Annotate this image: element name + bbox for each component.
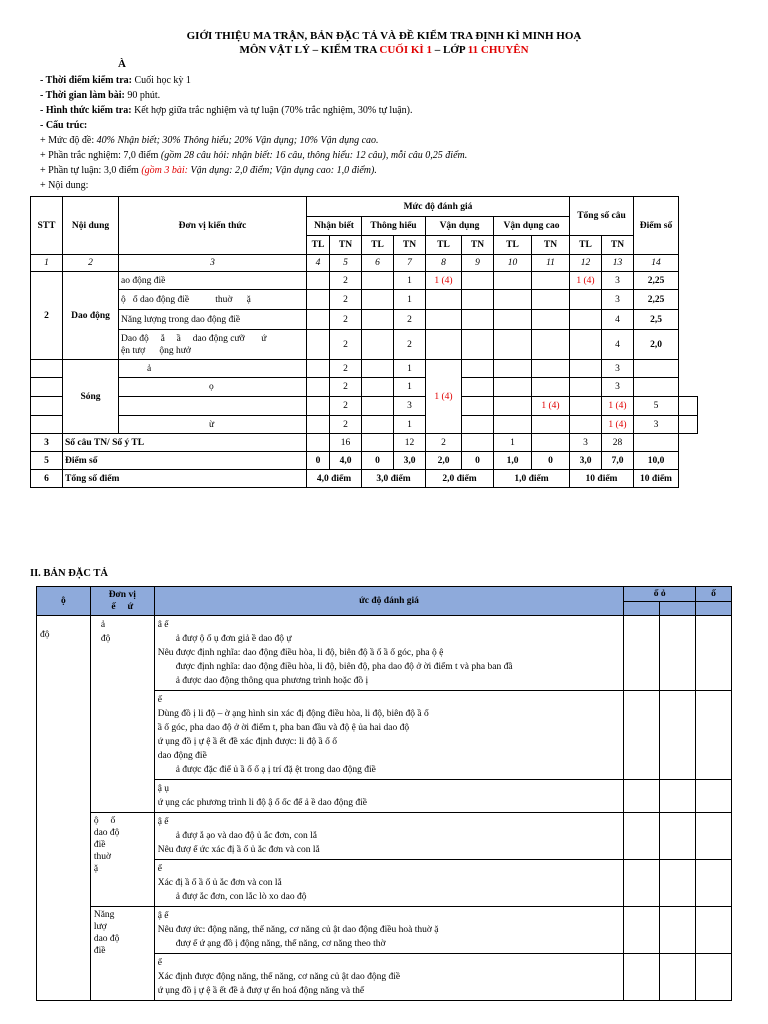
- spec-block: [154, 860, 624, 907]
- title-prefix: MÔN VẬT LÝ – KIỂM TRA: [239, 44, 380, 56]
- cell: 7,0: [602, 452, 634, 470]
- spec-line: ầ ố góc, pha dao độ ở ời điểm t, pha ban đầu và độ ệ ủa hai dao độ: [157, 723, 410, 733]
- title-grade: 11 CHUYÊN: [467, 44, 529, 56]
- cell: 1,0: [494, 452, 532, 470]
- table-row: [31, 378, 698, 397]
- header-tl: TL: [362, 236, 394, 255]
- cell: 28: [602, 434, 634, 452]
- spec-block: [154, 954, 624, 1001]
- cell: 2: [330, 290, 362, 310]
- count-row: [31, 434, 698, 452]
- spec-line: dao động điề: [157, 751, 207, 761]
- header-stt: STT: [31, 197, 63, 255]
- cell: 2: [394, 310, 426, 330]
- header-tn: TN: [602, 236, 634, 255]
- essay-prefix: + Phần tự luận: 3,0 điểm: [40, 165, 142, 176]
- spec-line: Nêu đượ ể ức xác đị ầ ố ủ ắc đơn và con lắ: [157, 845, 320, 855]
- spec-line: ả đượ ộ ố ụ đơn giả ề dao độ ự: [175, 634, 292, 644]
- cell: 0: [362, 452, 394, 470]
- spec-line: ả được đặc điể ủ ầ ố ố ạ ị trí đặ ệt trong dao động điề: [175, 765, 376, 775]
- exam-matrix-table: [30, 196, 698, 488]
- cell: 3: [394, 397, 426, 416]
- col-num: 5: [330, 255, 362, 272]
- doc-title-line2: [0, 44, 768, 56]
- cell: 10,0: [634, 452, 679, 470]
- col-num: 3: [119, 255, 307, 272]
- unit-name: ả: [119, 360, 307, 378]
- table-row: [31, 416, 698, 434]
- exam-info: [40, 73, 467, 193]
- spec-unit-name: ộ ố dao độ điề thuờ ặ: [90, 813, 154, 907]
- doc-title-line1: GIỚI THIỆU MA TRẬN, BẢN ĐẶC TẢ VÀ ĐỀ KIỂM TRA ĐỊNH KÌ MINH HOẠ: [186, 30, 582, 42]
- mc-value: (gồm 28 câu hỏi: nhận biết: 16 câu, thông hiểu: 12 câu), mỗi câu 0,25 điểm.: [160, 150, 468, 161]
- total-label: Tổng số điểm: [63, 470, 307, 488]
- cell: 2: [330, 360, 362, 378]
- section-letter: À: [118, 58, 126, 70]
- header-tl: TL: [307, 236, 330, 255]
- spec-line: ứ ụng đồ ị ự ệ ầ ết đề ả đượ ự ển hoá động năng và thế: [157, 986, 365, 996]
- cell: 3,0: [394, 452, 426, 470]
- header-level: Mức độ đánh giá: [307, 197, 570, 217]
- unit-name: Năng lượng trong dao động điề: [119, 310, 307, 330]
- table-row: [31, 330, 698, 360]
- header-tl: TL: [494, 236, 532, 255]
- header-content: Nội dung: [63, 197, 119, 255]
- cell: 0: [532, 452, 570, 470]
- cell: 2,0 điểm: [426, 470, 494, 488]
- spec-line: được định nghĩa: dao động điều hòa, li độ, biên độ, pha dao độ ở ời điểm t và pha ban đầ: [175, 662, 513, 672]
- header-recognition: Nhận biết: [307, 217, 362, 236]
- spec-header-requirement: ức độ đánh giá: [154, 587, 624, 616]
- structure-label: - Cấu trúc:: [40, 120, 88, 131]
- cell: 1 (4): [570, 272, 602, 290]
- content-label: + Nội dung:: [40, 180, 89, 191]
- table-row: [31, 290, 698, 310]
- spec-block: [154, 813, 624, 860]
- unit-name: ọ: [119, 378, 307, 397]
- spec-line: ứ ụng đồ ị ự ệ ầ ết đề xác định được: li độ ầ ố ố: [157, 737, 338, 747]
- spec-header-content: ộ: [37, 587, 91, 616]
- total-stt: 6: [31, 470, 63, 488]
- cell: 1,0 điểm: [494, 470, 570, 488]
- spec-line: Xác định được động năng, thế năng, cơ năng củ ật dao động điề: [157, 972, 401, 982]
- spec-content-name: độ: [37, 616, 91, 1001]
- spec-unit-name: Năng lượ dao độ điề: [90, 907, 154, 1001]
- cell: 2,0: [634, 330, 679, 360]
- table-row: [31, 397, 698, 416]
- col-num: 6: [362, 255, 394, 272]
- spec-row: [37, 813, 732, 860]
- header-understanding: Thông hiểu: [362, 217, 426, 236]
- col-num: 2: [63, 255, 119, 272]
- spec-level: ậ ế: [157, 817, 169, 827]
- time-label: - Thời điểm kiểm tra:: [40, 75, 133, 86]
- cell: 3,0 điểm: [362, 470, 426, 488]
- cell: 3: [634, 416, 679, 434]
- unit-name: ừ: [119, 416, 307, 434]
- header-tl: TL: [570, 236, 602, 255]
- specification-table: [36, 586, 732, 1001]
- cell: 1: [394, 360, 426, 378]
- spec-block: [154, 691, 624, 780]
- table-row: [31, 360, 698, 378]
- spec-line: Dùng đồ ị li độ – ờ ạng hình sin xác đị động điều hòa, li độ, biên độ ầ ố: [157, 709, 429, 719]
- spec-line: Nêu được định nghĩa: dao động điều hòa, li độ, biên độ ầ ố ầ ố góc, pha ộ ệ: [157, 648, 444, 658]
- header-advanced-application: Vận dụng cao: [494, 217, 570, 236]
- col-num: 12: [570, 255, 602, 272]
- cell: 0: [462, 452, 494, 470]
- cell: 2: [330, 378, 362, 397]
- cell: 1: [394, 378, 426, 397]
- cell: 3: [570, 434, 602, 452]
- header-tn: TN: [330, 236, 362, 255]
- spec-level: ể: [157, 958, 162, 968]
- spec-line: ứ ụng các phương trình li độ ậ ố ốc để ả ề dao động điề: [157, 798, 367, 808]
- cell: 1 (4): [602, 397, 634, 416]
- col-num: 4: [307, 255, 330, 272]
- cell: 2,25: [634, 272, 679, 290]
- header-tn: TN: [394, 236, 426, 255]
- spec-unit-name: ả độ: [90, 616, 154, 813]
- col-num: 1: [31, 255, 63, 272]
- cell: 2: [394, 330, 426, 360]
- cell: 3: [602, 272, 634, 290]
- cell: 4: [602, 330, 634, 360]
- cell: 12: [394, 434, 426, 452]
- cell: 16: [330, 434, 362, 452]
- duration-value: 90 phút.: [124, 90, 161, 101]
- topic1-name: Dao động: [63, 272, 119, 360]
- header-total-questions: Tổng số câu: [570, 197, 634, 236]
- header-tl: TL: [426, 236, 462, 255]
- spec-block: [154, 616, 624, 691]
- spec-line: ả đượ ắ ạo và dao độ ủ ắc đơn, con lắ: [175, 831, 318, 841]
- cell: 1 (4): [602, 416, 634, 434]
- cell: 2: [426, 434, 462, 452]
- cell: 0: [307, 452, 330, 470]
- cell: 5: [634, 397, 679, 416]
- cell: 2: [330, 272, 362, 290]
- cell: 1 (4): [426, 272, 462, 290]
- essay-value: Vận dụng: 2,0 điểm; Vận dụng cao: 1,0 điểm).: [188, 165, 377, 176]
- col-num: 7: [394, 255, 426, 272]
- col-num: 11: [532, 255, 570, 272]
- spec-row: [37, 907, 732, 954]
- spec-line: ả đượ ắc đơn, con lắc lò xo dao độ: [175, 892, 307, 902]
- score-row: [31, 452, 698, 470]
- form-label: - Hình thức kiểm tra:: [40, 105, 132, 116]
- title-mid: – LỚP: [431, 44, 468, 56]
- unit-name: [119, 397, 307, 416]
- topic2-application-cell: 1 (4): [426, 360, 462, 434]
- table-row: [31, 272, 698, 290]
- cell: 2: [330, 330, 362, 360]
- duration-label: - Thời gian làm bài:: [40, 90, 125, 101]
- score-label: Điểm số: [63, 452, 307, 470]
- col-num: 14: [634, 255, 679, 272]
- cell: 1 (4): [532, 397, 570, 416]
- form-value: Kết hợp giữa trắc nghiệm và tự luận (70% trắc nghiệm, 30% tự luận).: [131, 105, 413, 116]
- cell: 2,0: [426, 452, 462, 470]
- cell: 3: [602, 378, 634, 397]
- cell: 10 điểm: [634, 470, 679, 488]
- header-tn: TN: [532, 236, 570, 255]
- header-tn: TN: [462, 236, 494, 255]
- section-title: II. BẢN ĐẶC TẢ: [30, 568, 108, 579]
- cell: 3,0: [570, 452, 602, 470]
- spec-line: đượ ế ứ ạng đồ ị động năng, thế năng, cơ năng theo thờ: [175, 939, 386, 949]
- unit-name: Dao độ ắ ầ dao động cưỡ ứ ện tượ ộng hưở: [119, 330, 307, 360]
- spec-block: [154, 780, 624, 813]
- spec-level: ậ ụ: [157, 784, 170, 794]
- cell: 1: [394, 416, 426, 434]
- total-row: [31, 470, 698, 488]
- cell: 4: [602, 310, 634, 330]
- spec-header-questions2: ố: [696, 587, 732, 602]
- title-term: CUỐI KÌ 1: [379, 44, 432, 56]
- cell: 2,25: [634, 290, 679, 310]
- cell: 2,5: [634, 310, 679, 330]
- spec-level: ể: [157, 864, 162, 874]
- cell: 1: [394, 272, 426, 290]
- level-prefix: + Mức độ đề:: [40, 135, 97, 146]
- spec-level: â ế: [157, 620, 169, 630]
- score-stt: 5: [31, 452, 63, 470]
- time-value: Cuối học kỳ 1: [132, 75, 191, 86]
- spec-header-questions: ố ỏ: [624, 587, 696, 602]
- header-score: Điểm số: [634, 197, 679, 255]
- topic2-name: Sóng: [63, 360, 119, 434]
- spec-line: ả được dao động thông qua phương trình hoặc đồ ị: [175, 676, 369, 686]
- mc-prefix: + Phần trắc nghiệm: 7,0 điểm: [40, 150, 161, 161]
- spec-line: Xác đị ầ ố ầ ố ủ ắc đơn và con lắ: [157, 878, 282, 888]
- cell: 1: [494, 434, 532, 452]
- spec-header-unit: Đơn vị ế ứ: [90, 587, 154, 616]
- col-num: 9: [462, 255, 494, 272]
- cell: 4,0: [330, 452, 362, 470]
- level-value: 40% Nhận biết; 30% Thông hiểu; 20% Vận dụng; 10% Vận dụng cao.: [96, 135, 379, 146]
- count-label: Số câu TN/ Số ý TL: [63, 434, 307, 452]
- cell: 3: [602, 290, 634, 310]
- cell: 2: [330, 416, 362, 434]
- topic1-stt: 2: [31, 272, 63, 360]
- column-number-row: [31, 255, 698, 272]
- essay-red: (gồm 3 bài:: [141, 165, 188, 176]
- col-num: 13: [602, 255, 634, 272]
- header-unit: Đơn vị kiến thức: [119, 197, 307, 255]
- spec-level: ế: [157, 695, 162, 705]
- table-row: [31, 310, 698, 330]
- spec-block: [154, 907, 624, 954]
- col-num: 8: [426, 255, 462, 272]
- count-stt: 3: [31, 434, 63, 452]
- unit-name: ộ ổ dao động điề thuờ ặ: [119, 290, 307, 310]
- col-num: 10: [494, 255, 532, 272]
- cell: 3: [602, 360, 634, 378]
- header-application: Vận dụng: [426, 217, 494, 236]
- cell: 2: [330, 310, 362, 330]
- cell: 1: [394, 290, 426, 310]
- cell: 2: [330, 397, 362, 416]
- cell: 10 điểm: [570, 470, 634, 488]
- unit-name: ao động điề: [119, 272, 307, 290]
- cell: 4,0 điểm: [307, 470, 362, 488]
- spec-level: ậ ế: [157, 911, 169, 921]
- spec-line: Nêu đượ ức: động năng, thế năng, cơ năng củ ật dao động điều hoà thuờ ặ: [157, 925, 439, 935]
- spec-row: [37, 616, 732, 691]
